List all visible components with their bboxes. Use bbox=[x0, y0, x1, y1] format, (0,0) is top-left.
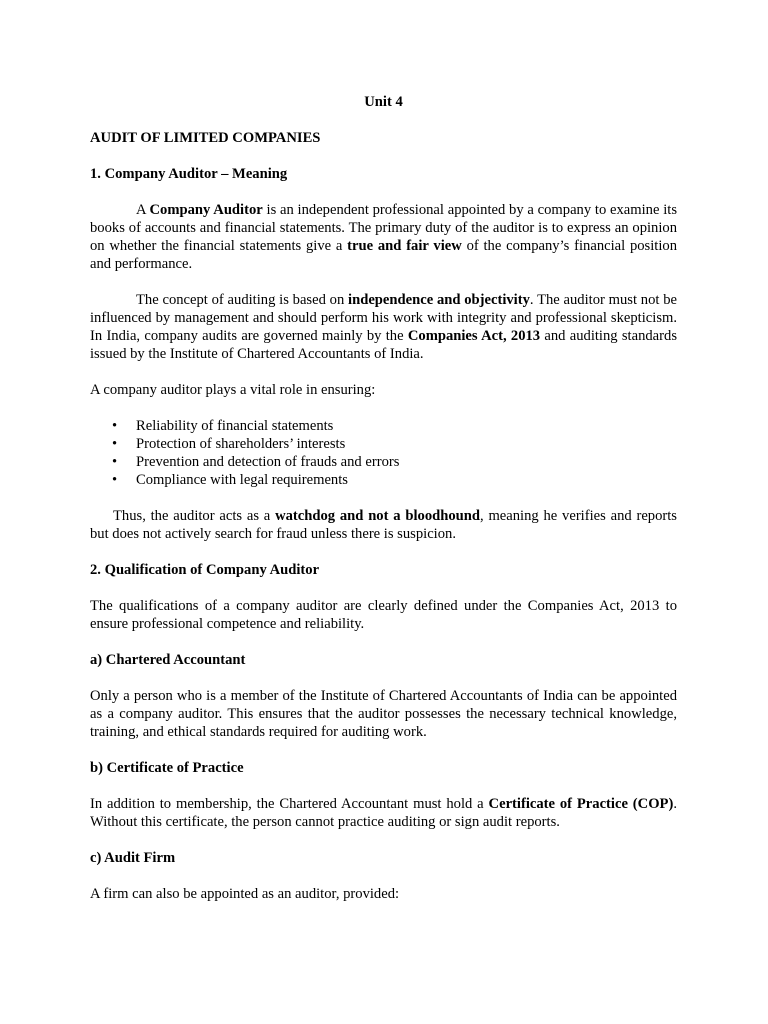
unit-title: Unit 4 bbox=[364, 94, 403, 110]
text-run: A bbox=[136, 202, 150, 218]
text-run: Thus, the auditor acts as a bbox=[113, 508, 276, 524]
text-run: In addition to membership, the Chartered Accountant must hold a bbox=[90, 796, 489, 812]
text-run: of the company’s financial position and performance. bbox=[90, 238, 677, 272]
section-1-paragraph-4 bbox=[90, 507, 677, 543]
bold-term: watchdog and not a bloodhound bbox=[275, 508, 480, 524]
text-run: . Without this certificate, the person cannot practice auditing or sign audit reports. bbox=[90, 796, 677, 830]
subsection-b-heading: b) Certificate of Practice bbox=[90, 760, 244, 776]
bold-term: true and fair view bbox=[347, 238, 462, 254]
list-item: • Protection of shareholders’ interests bbox=[136, 435, 677, 453]
subsection-a-text: Only a person who is a member of the Institute of Chartered Accountants of India can be appointed as a company auditor. This ensures that the auditor possesses the necessary technical knowledge, training, and ethical standards required for auditing work. bbox=[90, 688, 677, 740]
subsection-c-text: A firm can also be appointed as an auditor, provided: bbox=[90, 886, 400, 902]
list-item: • Reliability of financial statements bbox=[136, 417, 677, 435]
section-1-paragraph-1 bbox=[90, 201, 677, 273]
section-1-heading: 1. Company Auditor – Meaning bbox=[90, 166, 288, 182]
text-run: , meaning he verifies and reports but does not actively search for fraud unless there is suspicion. bbox=[90, 508, 677, 542]
bold-term: Certificate of Practice (COP) bbox=[488, 796, 674, 812]
section-1-paragraph-3: A company auditor plays a vital role in ensuring: bbox=[90, 382, 376, 398]
subsection-b-text bbox=[90, 795, 677, 831]
bold-term: Companies Act, 2013 bbox=[407, 328, 541, 344]
document-content bbox=[90, 93, 677, 903]
section-2-heading: 2. Qualification of Company Auditor bbox=[90, 562, 320, 578]
section-2-intro: The qualifications of a company auditor are clearly defined under the Companies Act, 2013 to ensure professional competence and reliability. bbox=[90, 598, 677, 632]
section-1-paragraph-2 bbox=[90, 291, 677, 363]
text-run: . The auditor must not be influenced by management and should perform his work with integrity and professional skepticism. In India, company audits are governed mainly by the bbox=[90, 292, 677, 344]
subsection-a-heading: a) Chartered Accountant bbox=[90, 652, 246, 668]
text-run: and auditing standards issued by the Institute of Chartered Accountants of India. bbox=[90, 328, 677, 362]
bold-term: Company Auditor bbox=[149, 202, 263, 218]
bullet-list bbox=[90, 417, 677, 489]
list-item: • Compliance with legal requirements bbox=[136, 471, 677, 489]
chapter-title: AUDIT OF LIMITED COMPANIES bbox=[90, 130, 321, 146]
text-run: The concept of auditing is based on bbox=[136, 292, 349, 308]
list-item: • Prevention and detection of frauds and errors bbox=[136, 453, 677, 471]
subsection-c-heading: c) Audit Firm bbox=[90, 850, 176, 866]
bold-term: independence and objectivity bbox=[348, 292, 530, 308]
text-run: is an independent professional appointed by a company to examine its books of accounts and financial statements. The primary duty of the auditor is to express an opinion on whether the financial statements give a bbox=[90, 202, 677, 254]
